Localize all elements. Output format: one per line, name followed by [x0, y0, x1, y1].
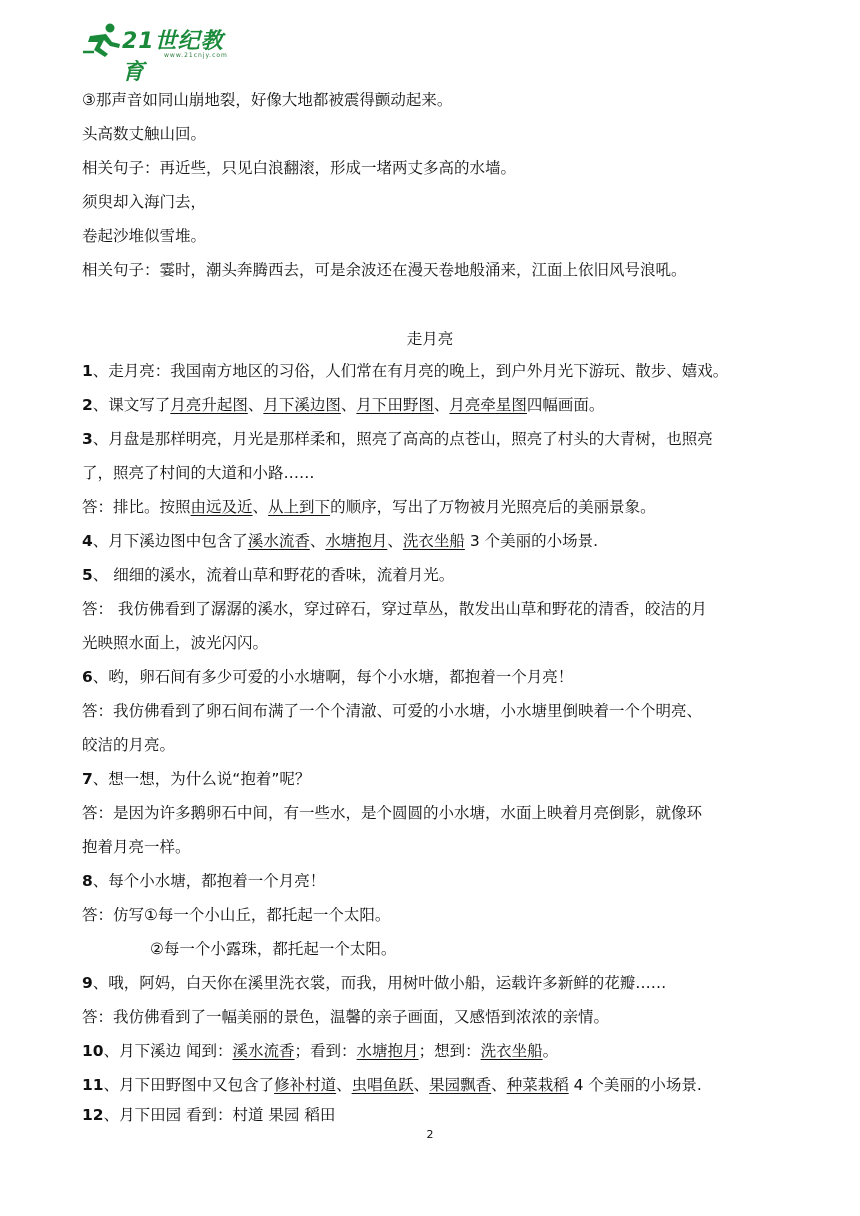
underlined-term: 水塘抱月 — [356, 1042, 419, 1060]
answer-line: 答： 我仿佛看到了潺潺的溪水，穿过碎石，穿过草丛，散发出山草和野花的清香，皎洁的月 — [82, 600, 707, 618]
underlined-term: 月亮升起图 — [170, 396, 248, 414]
separator: 、 — [491, 1076, 507, 1094]
answer-text: 答：排比。按照 — [82, 498, 191, 516]
list-item — [82, 769, 310, 789]
item-text: 、月下溪边图中包含了 — [92, 532, 248, 550]
list-item — [82, 667, 573, 687]
text-line: 相关句子：再近些，只见白浪翻滚，形成一堵两丈多高的水墙。 — [82, 159, 517, 177]
list-item — [82, 1105, 335, 1125]
underlined-term: 从上到下 — [268, 498, 331, 516]
item-text: 、月盘是那样明亮，月光是那样柔和，照亮了高高的点苍山，照亮了村头的大青树，也照亮 — [92, 430, 713, 448]
answer-line: 答：仿写①每一个小山丘，都托起一个太阳。 — [82, 906, 391, 924]
item-text: 4 个美丽的小场景. — [568, 1076, 702, 1094]
list-item — [82, 429, 713, 449]
list-item — [82, 1075, 702, 1095]
logo-subtext: www.21cnjy.com — [164, 52, 228, 59]
item-number: 7 — [82, 770, 93, 788]
list-item — [82, 871, 325, 891]
answer-line: 答：我仿佛看到了卵石间布满了一个个清澈、可爱的小水塘，小水塘里倒映着一个个明亮、 — [82, 702, 703, 720]
answer-line: 抱着月亮一样。 — [82, 838, 191, 856]
item-text: 、哟，卵石间有多少可爱的小水塘啊，每个小水塘，都抱着一个月亮！ — [92, 668, 574, 686]
answer-line: 光映照水面上，波光闪闪。 — [82, 634, 269, 652]
item-text: 3 个美丽的小场景. — [464, 532, 599, 550]
text-line: 卷起沙堆似雪堆。 — [82, 227, 207, 245]
text-line: 头高数丈触山回。 — [82, 125, 207, 143]
text-line: 须臾却入海门去， — [82, 193, 207, 211]
item-text: 四幅画面。 — [526, 396, 605, 414]
answer-line — [82, 497, 656, 517]
separator: 、 — [252, 498, 269, 516]
underlined-term: 月下田野图 — [356, 396, 434, 414]
underlined-term: 洗衣坐船 — [402, 532, 465, 550]
underlined-term: 虫唱鱼跃 — [351, 1076, 414, 1094]
list-item — [82, 973, 666, 993]
underlined-term: 修补村道 — [274, 1076, 337, 1094]
separator: 、 — [340, 396, 357, 414]
list-item — [82, 361, 728, 381]
text-line: 了，照亮了村间的大道和小路…… — [82, 464, 315, 482]
item-text: 、 细细的溪水，流着山草和野花的香味，流着月光。 — [92, 566, 455, 584]
separator: 、 — [309, 532, 326, 550]
separator: 、 — [336, 1076, 352, 1094]
item-text: 、每个小水塘，都抱着一个月亮！ — [92, 872, 326, 890]
underlined-term: 月下溪边图 — [263, 396, 341, 414]
item-number: 1 — [82, 362, 93, 380]
underlined-term: 溪水流香 — [247, 532, 310, 550]
item-number: 4 — [82, 532, 93, 550]
item-number: 3 — [82, 430, 93, 448]
item-text: 、月下田园 看到：村道 果园 稻田 — [103, 1106, 336, 1124]
separator: 、 — [247, 396, 264, 414]
underlined-term: 水塘抱月 — [325, 532, 388, 550]
list-item — [82, 1041, 558, 1061]
item-number: 11 — [82, 1076, 104, 1094]
item-number: 10 — [82, 1042, 104, 1060]
underlined-term: 月亮牵星图 — [449, 396, 527, 414]
item-number: 9 — [82, 974, 93, 992]
list-item — [82, 531, 598, 551]
item-text: 、哦，阿妈，白天你在溪里洗衣裳，而我，用树叶做小船，运载许多新鲜的花瓣…… — [92, 974, 667, 992]
text-line: 相关句子：霎时，潮头奔腾西去，可是余波还在漫天卷地般涌来，江面上依旧风号浪吼。 — [82, 261, 687, 279]
item-number: 5 — [82, 566, 93, 584]
separator: 、 — [413, 1076, 430, 1094]
item-text: 、课文写了 — [92, 396, 171, 414]
answer-text: 的顺序，写出了万物被月光照亮后的美丽景象。 — [330, 498, 656, 516]
item-text: ；看到： — [294, 1042, 357, 1060]
separator: 、 — [387, 532, 403, 550]
logo-text: 21世纪教育 — [122, 29, 224, 85]
underlined-term: 溪水流香 — [232, 1042, 295, 1060]
list-item — [82, 565, 454, 585]
list-item — [82, 395, 604, 415]
underlined-term: 由远及近 — [190, 498, 253, 516]
runner-logo-icon — [80, 22, 124, 58]
item-number: 2 — [82, 396, 93, 414]
item-text: 、想一想，为什么说“抱着”呢？ — [92, 770, 311, 788]
item-number: 6 — [82, 668, 93, 686]
item-text: ；想到： — [418, 1042, 481, 1060]
answer-line: 答：是因为许多鹅卵石中间，有一些水，是个圆圆的小水塘，水面上映着月亮倒影，就像环 — [82, 804, 703, 822]
answer-line: 皎洁的月亮。 — [82, 736, 176, 754]
item-number: 12 — [82, 1106, 104, 1124]
item-text: 、月下田野图中又包含了 — [103, 1076, 275, 1094]
underlined-term: 洗衣坐船 — [480, 1042, 543, 1060]
underlined-term: 种菜栽稻 — [506, 1076, 569, 1094]
item-text: 、月下溪边 闻到： — [103, 1042, 233, 1060]
item-text: 。 — [542, 1042, 559, 1060]
section-title: 走月亮 — [406, 330, 454, 348]
page-number: 2 — [426, 1128, 434, 1141]
item-number: 8 — [82, 872, 93, 890]
answer-line: 答：我仿佛看到了一幅美丽的景色，温馨的亲子画面，又感悟到浓浓的亲情。 — [82, 1008, 610, 1026]
logo — [80, 22, 240, 85]
text-line: ③那声音如同山崩地裂，好像大地都被震得颤动起来。 — [82, 91, 453, 109]
item-text: 、走月亮：我国南方地区的习俗，人们常在有月亮的晚上，到户外月光下游玩、散步、嬉戏。 — [92, 362, 729, 380]
answer-line: ②每一个小露珠，都托起一个太阳。 — [150, 940, 397, 958]
separator: 、 — [433, 396, 450, 414]
underlined-term: 果园飘香 — [429, 1076, 492, 1094]
